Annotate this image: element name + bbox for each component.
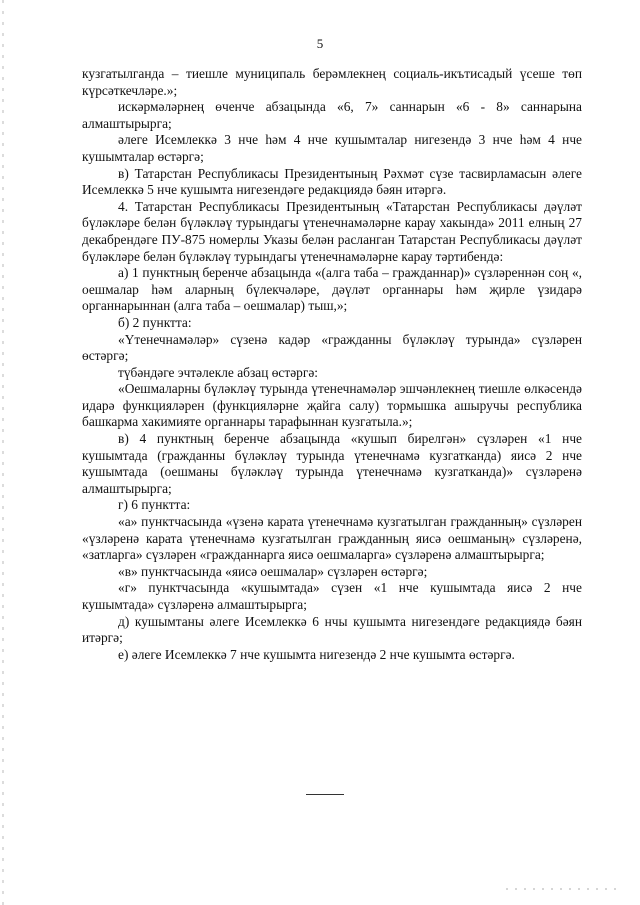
paragraph: в) Татарстан Республикасы Президентының Рәхмәт сүзе тасвирламасын әлеге Исемлеккә 5 нче кушымта нигезендәге редакциядә бәян итәргә.: [82, 165, 582, 198]
paragraph: түбәндәге эчтәлекле абзац өстәргә:: [118, 364, 319, 380]
paragraph: б) 2 пунктта:: [118, 314, 192, 330]
paragraph: «г» пунктчасында «кушымтада» сүзен «1 нче кушымтада яисә 2 нче кушымтада» сүзләренә алмаштырырга;: [82, 580, 582, 612]
scan-noise-marks: [506, 888, 616, 890]
paragraph: г) 6 пунктта:: [118, 497, 191, 513]
paragraph: «Үтенечнамәләр» сүзенә кадәр «гражданны бүләкләү турында» сүзләрен өстәргә;: [82, 331, 582, 364]
page-number: 5: [316, 36, 324, 51]
paragraph: е) әлеге Исемлеккә 7 нче кушымта нигезендә 2 нче кушымта өстәргә.: [118, 646, 515, 662]
paragraph: «в» пунктчасында «яисә оешмалар» сүзләрен өстәргә;: [118, 563, 428, 579]
paragraph: 4. Татарстан Республикасы Президентының «Татарстан Республикасы дәүләт бүләкләре белән бүләкләү турындагы үтенечнамәләрне карау хакында» 2011 елның 27 декабрендәге ПУ-875 номерлы Указы белән расланган Татарстан Республикасы дәүләт бүләкләре белән бүләкләү турындагы үтенечнамәләрне карау тәртибендә:: [82, 198, 582, 264]
paragraph: в) 4 пунктның беренче абзацында «кушып бирелгән» сүзләрен «1 нче кушымтада (гражданны бүләкләү турында үтенечнамә кузгатканда) яисә 2 нче кушымтада (оешманы бүләкләү турында үтенечнамә кузгатканда)» сүзләренә алмаштырырга;: [82, 431, 582, 496]
closing-rule: [306, 794, 344, 795]
paragraph: д) кушымтаны әлеге Исемлеккә 6 нчы кушымта нигезендәге редакциядә бәян итәргә;: [82, 613, 582, 646]
paragraph: әлеге Исемлеккә 3 нче һәм 4 нче кушымталар нигезендә 3 нче һәм 4 нче кушымталар өстәргә;: [82, 132, 582, 164]
paragraph: «а» пунктчасында «үзенә карата үтенечнамә кузгатылган гражданның» сүзләрен «үзләренә карата үтенечнамә кузгатылган гражданның яисә оешманың» сүзләренә, «затларга» сүзләрен «гражданнарга яисә оешмаларга» сүзләренә алмаштырырга;: [82, 514, 582, 563]
scan-edge-marks: [2, 0, 4, 905]
paragraph: кузгатылганда – тиешле муниципаль берәмлекнең социаль-икътисадый үсеше төп күрсәткечләре.»;: [82, 66, 582, 98]
document-body: [82, 66, 582, 663]
paragraph: а) 1 пунктның беренче абзацында «(алга таба – гражданнар)» сүзләреннән соң «, оешмалар һәм аларның бүлекчәләре, дәүләт органнары һәм җирле үзидарә органнарыннан (алга таба – оешмалар) тыш,»;: [82, 265, 582, 314]
paragraph: «Оешмаларны бүләкләү турында үтенечнамәләр эшчәнлекнең тиешле өлкәсендә идарә функцияләрен (функцияләрне җайга салу) тормышка ашыручы республика башкарма хакимияте органнары тарафыннан кузгатыла.»;: [82, 381, 582, 430]
paragraph: искәрмәләрнең өченче абзацында «6, 7» саннарын «6 - 8» саннарына алмаштырырга;: [82, 99, 582, 131]
